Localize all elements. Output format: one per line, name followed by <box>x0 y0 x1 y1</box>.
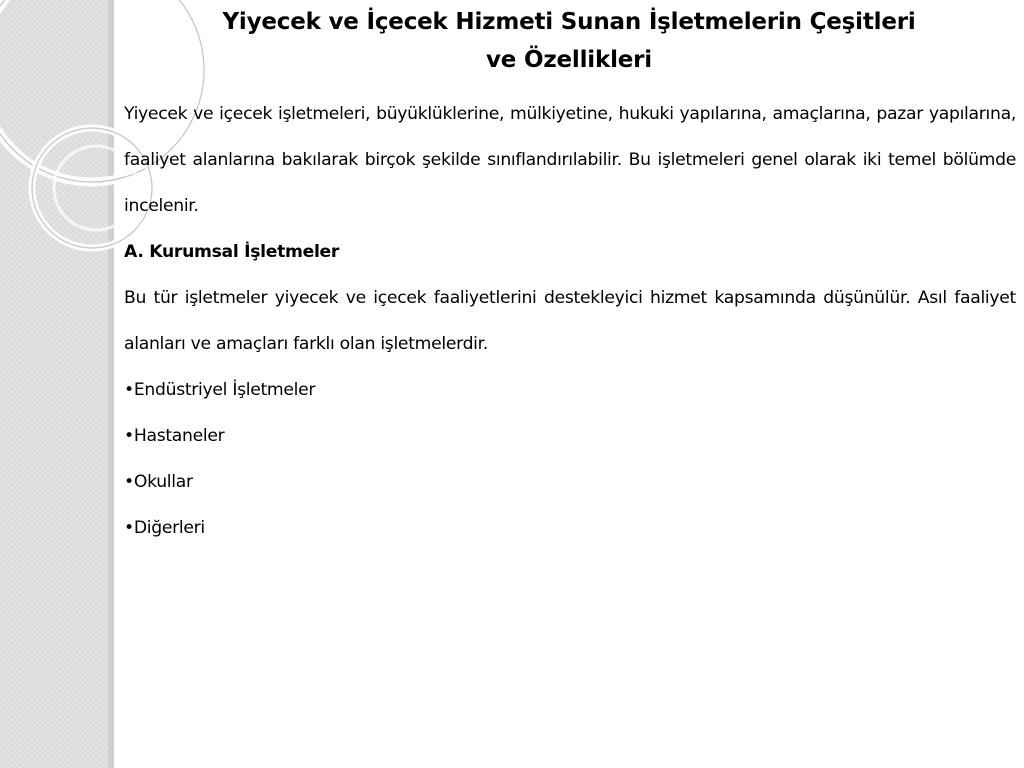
section-heading: A. Kurumsal İşletmeler <box>124 242 340 262</box>
title-line-2: ve Özellikleri <box>486 47 652 73</box>
section-paragraph: Bu tür işletmeler yiyecek ve içecek faaliyetlerini destekleyici hizmet kapsamında düşünülür. Asıl faaliyet alanları ve amaçları farklı olan işletmelerdir. <box>124 288 1016 354</box>
bullet-item: •Endüstriyel İşletmeler <box>124 380 316 400</box>
intro-paragraph: Yiyecek ve içecek işletmeleri, büyüklüklerine, mülkiyetine, hukuki yapılarına, amaçlarına, pazar yapılarına, faaliyet alanlarına bakılarak birçok şekilde sınıflandırılabilir. Bu işletmeleri genel olarak iki temel bölümde incelenir. <box>124 104 1016 216</box>
slide-title <box>124 3 1014 79</box>
slide-content <box>124 91 1016 551</box>
bullet-item: •Hastaneler <box>124 426 225 446</box>
title-line-1: Yiyecek ve İçecek Hizmeti Sunan İşletmelerin Çeşitleri <box>222 9 916 35</box>
bullet-item: •Okullar <box>124 472 193 492</box>
bullet-item: •Diğerleri <box>124 518 205 538</box>
